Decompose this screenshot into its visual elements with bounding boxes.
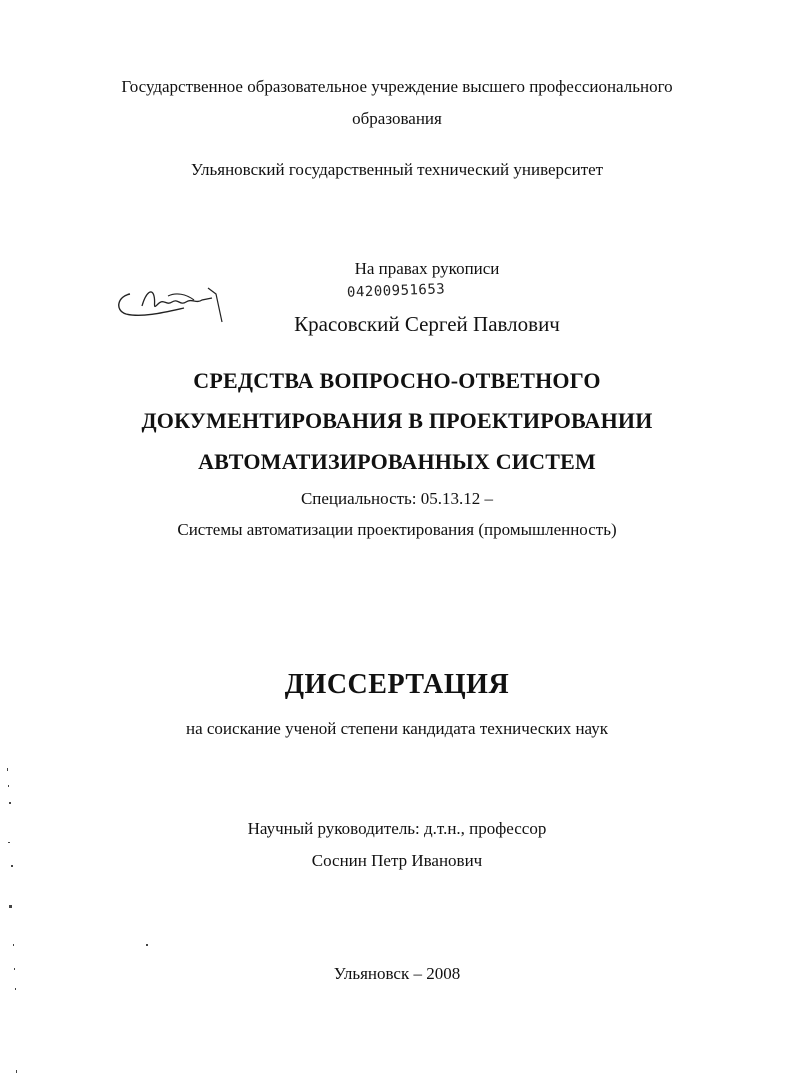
author-name: Красовский Сергей Павлович — [294, 312, 560, 336]
title-line-2: ДОКУМЕНТИРОВАНИЯ В ПРОЕКТИРОВАНИИ — [141, 408, 653, 433]
university-name: Ульяновский государственный технический университет — [190, 160, 604, 179]
institution-line-1: Государственное образовательное учреждение высшего профессионального — [121, 77, 673, 96]
place-year: Ульяновск – 2008 — [333, 964, 461, 983]
specialty-name: Системы автоматизации проектирования (промышленность) — [177, 520, 617, 539]
registration-number: 04200951653 — [346, 281, 446, 301]
supervisor-label: Научный руководитель: д.т.н., профессор — [247, 819, 547, 838]
title-line-3: АВТОМАТИЗИРОВАННЫХ СИСТЕМ — [198, 449, 596, 474]
supervisor-name: Соснин Петр Иванович — [311, 851, 483, 870]
institution-line-2: образования — [352, 109, 442, 128]
degree-line: на соискание ученой степени кандидата технических наук — [185, 719, 608, 738]
document-type: ДИССЕРТАЦИЯ — [284, 669, 510, 700]
title-line-1: СРЕДСТВА ВОПРОСНО-ОТВЕТНОГО — [193, 368, 601, 393]
specialty-code: Специальность: 05.13.12 – — [300, 489, 494, 508]
manuscript-note: На правах рукописи — [354, 259, 500, 278]
